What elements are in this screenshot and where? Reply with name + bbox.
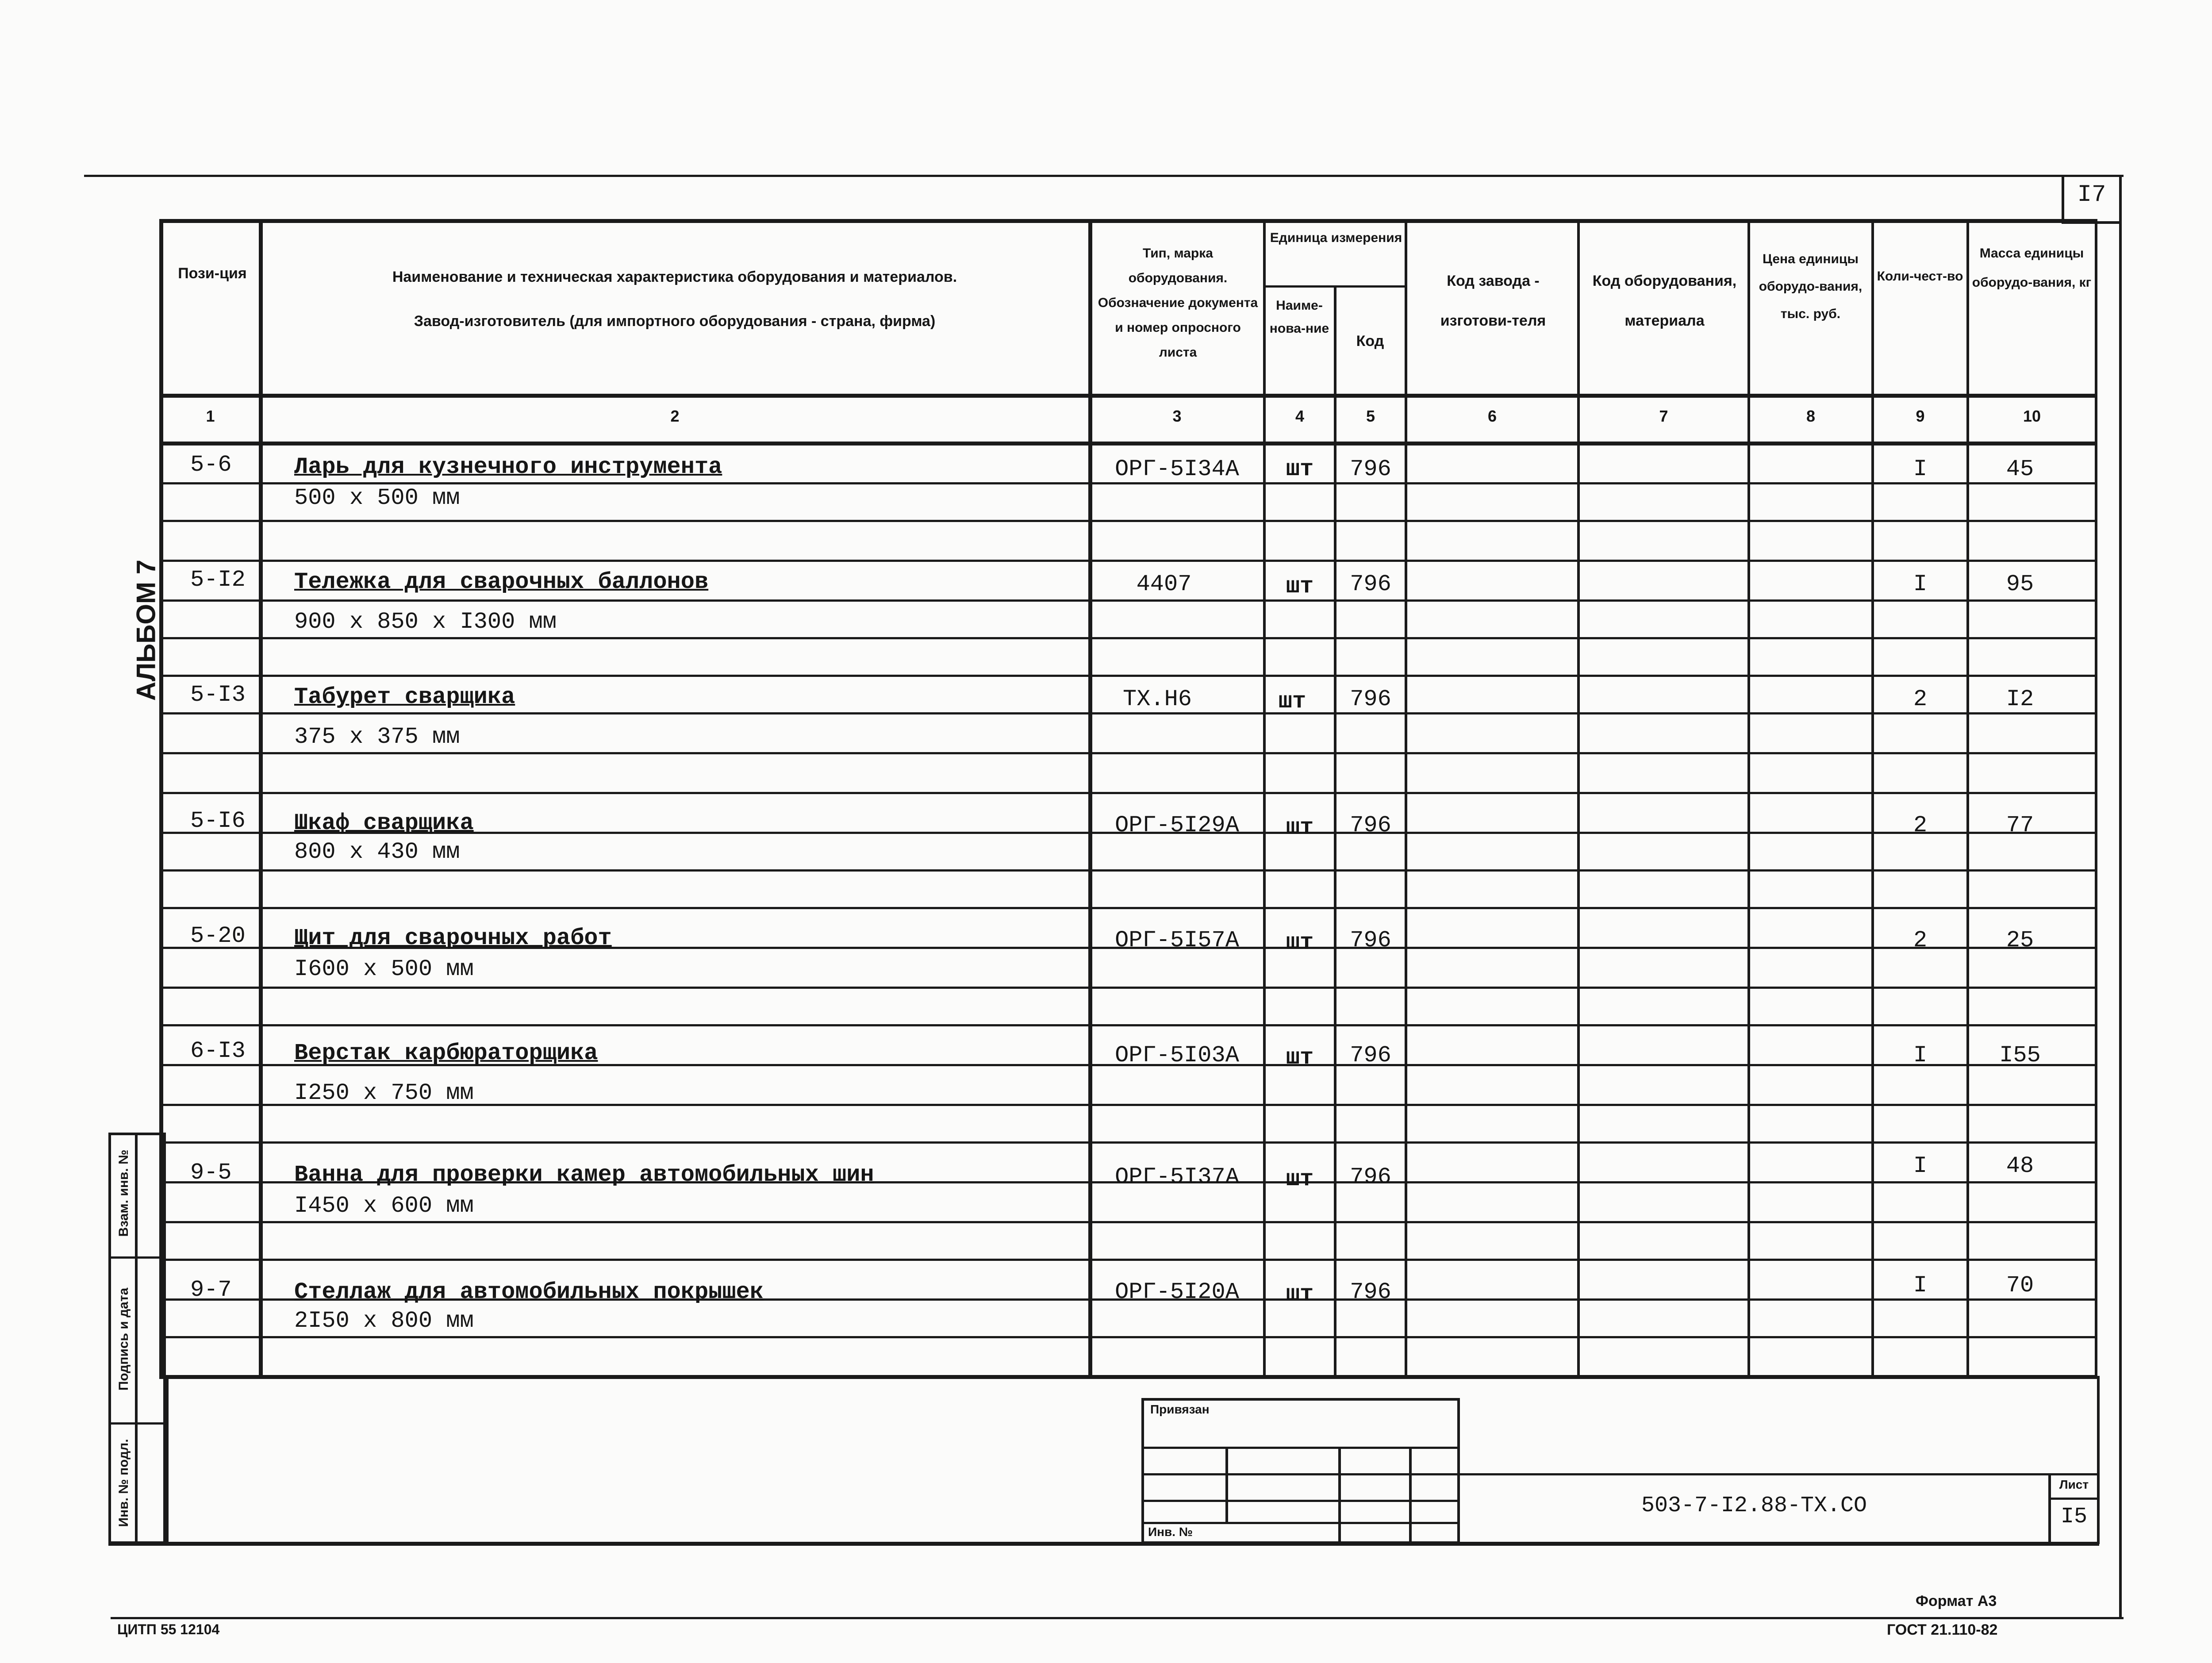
row-position: 5-I6	[190, 808, 246, 834]
header-name-line2: Завод-изготовитель (для импортного оборудования - страна, фирма)	[414, 313, 936, 330]
row-dimensions: I450 х 600 мм	[294, 1193, 474, 1219]
row-mass: I55	[1999, 1042, 2041, 1068]
grid-line	[159, 1259, 2097, 1261]
row-type: ОРГ-5I57А	[1115, 927, 1239, 953]
row-position: 5-I3	[190, 682, 246, 708]
row-position: 6-I3	[190, 1038, 246, 1064]
grid-line	[159, 1221, 2097, 1223]
document-code: 503-7-I2.88-ТХ.СО	[1641, 1493, 1867, 1518]
grid-line	[159, 1336, 2097, 1338]
row-name: Ванна для проверки камер автомобильных шин	[294, 1162, 874, 1188]
col-number: 9	[1916, 407, 1925, 425]
row-mass: 70	[2006, 1272, 2034, 1298]
row-dimensions: I600 х 500 мм	[294, 956, 474, 982]
row-unit: шт	[1286, 814, 1314, 841]
top-sheet-number: I7	[2077, 181, 2106, 208]
row-unit: шт	[1286, 573, 1314, 599]
margin-label-vzam: Взам. инв. №	[116, 1149, 131, 1237]
row-unit: шт	[1286, 1166, 1314, 1192]
col-line	[1871, 219, 1874, 1379]
row-mass: 25	[2006, 927, 2034, 953]
grid-line	[159, 637, 2097, 639]
row-unit: шт	[1278, 688, 1306, 714]
col-line	[1747, 219, 1750, 1379]
col-line	[259, 219, 263, 1379]
row-position: 9-5	[190, 1160, 232, 1186]
row-unit: шт	[1286, 456, 1314, 482]
title-block-line	[1338, 1447, 1341, 1544]
row-unit-code: 796	[1350, 1042, 1391, 1068]
row-position: 9-7	[190, 1277, 232, 1303]
row-quantity: I	[1913, 456, 1928, 482]
title-block-line	[1409, 1447, 1412, 1544]
row-unit-code: 796	[1350, 1164, 1391, 1190]
row-unit-code: 796	[1350, 812, 1391, 838]
table-bottom-line	[159, 1375, 2097, 1379]
printer-code: ЦИТП 55 12104	[117, 1621, 220, 1637]
margin-label-inv-podl: Инв. № подл.	[116, 1439, 131, 1527]
row-position: 5-I2	[190, 567, 246, 593]
title-block-inv-label: Инв. №	[1148, 1525, 1193, 1539]
row-dimensions: 375 х 375 мм	[294, 724, 460, 750]
row-type: ОРГ-5I34А	[1115, 456, 1239, 482]
sheet-box-line	[2048, 1498, 2097, 1500]
row-position: 5-6	[190, 452, 232, 478]
row-mass: 45	[2006, 456, 2034, 482]
title-block-line	[1141, 1500, 1460, 1502]
header-bottom-line	[159, 394, 2097, 398]
row-quantity: 2	[1913, 927, 1928, 953]
row-unit: шт	[1286, 929, 1314, 956]
row-mass: I2	[2006, 686, 2034, 712]
row-name: Верстак карбюраторщика	[294, 1040, 598, 1066]
row-type: 4407	[1136, 571, 1192, 597]
album-label: АЛЬБОМ 7	[131, 559, 161, 701]
col-number: 1	[206, 407, 215, 425]
grid-line	[159, 792, 2097, 794]
header-quantity: Коли-чест-во	[1877, 269, 1963, 284]
row-quantity: 2	[1913, 686, 1928, 712]
grid-line	[159, 907, 2097, 909]
col-number: 2	[670, 407, 680, 425]
row-mass: 48	[2006, 1153, 2034, 1179]
grid-line	[159, 869, 2097, 872]
row-type: ОРГ-5I03А	[1115, 1042, 1239, 1068]
title-block-line	[1141, 1473, 1460, 1475]
col-line	[1966, 219, 1969, 1379]
row-name: Стеллаж для автомобильных покрышек	[294, 1279, 764, 1305]
row-quantity: 2	[1913, 812, 1928, 838]
row-mass: 77	[2006, 812, 2034, 838]
header-unit-group: Единица измерения	[1270, 230, 1402, 245]
row-unit-code: 796	[1350, 571, 1391, 597]
row-type: ОРГ-5I37А	[1115, 1164, 1239, 1190]
margin-label-podpis: Подпись и дата	[116, 1287, 131, 1391]
grid-line	[159, 560, 2097, 562]
header-position: Пози-ция	[178, 265, 247, 282]
header-name-line1: Наименование и техническая характеристика оборудования и материалов.	[392, 269, 957, 285]
col-line	[2095, 219, 2097, 1379]
row-quantity: I	[1913, 1272, 1928, 1298]
header-equipment-code: Код оборудования, материала	[1592, 273, 1737, 329]
row-unit: шт	[1286, 1045, 1314, 1071]
col-line	[1263, 219, 1266, 1379]
column-number-line	[159, 442, 2097, 446]
title-block-bound-label: Привязан	[1150, 1402, 1210, 1416]
row-quantity: I	[1913, 1153, 1928, 1179]
row-dimensions: 800 х 430 мм	[294, 839, 460, 865]
row-name: Табурет сварщика	[294, 684, 515, 710]
grid-line	[159, 712, 2097, 714]
title-block-line	[1141, 1447, 1460, 1449]
row-name: Тележка для сварочных баллонов	[294, 569, 709, 595]
col-number: 3	[1172, 407, 1182, 425]
row-position: 5-20	[190, 923, 246, 949]
bottom-area-left-line	[166, 1376, 169, 1544]
right-frame-line	[2119, 175, 2122, 1617]
col-line	[1577, 219, 1580, 1379]
title-block-line	[1141, 1522, 1460, 1524]
format-label: Формат А3	[1916, 1593, 1997, 1609]
row-dimensions: I250 х 750 мм	[294, 1080, 474, 1106]
header-type: Тип, марка оборудования. Обозначение документа и номер опросного листа	[1098, 246, 1258, 360]
grid-line	[159, 675, 2097, 677]
title-block-line	[1225, 1447, 1228, 1522]
row-unit-code: 796	[1350, 686, 1391, 712]
row-dimensions: 500 х 500 мм	[294, 485, 460, 511]
col-number: 5	[1366, 407, 1375, 425]
sheet-label: Лист	[2059, 1478, 2089, 1491]
col-number: 6	[1487, 407, 1497, 425]
row-quantity: I	[1913, 1042, 1928, 1068]
grid-line	[159, 1141, 2097, 1144]
row-unit-code: 796	[1350, 927, 1391, 953]
row-type: ТХ.Н6	[1122, 686, 1192, 712]
bottom-frame-line	[111, 1617, 2124, 1619]
gost-standard: ГОСТ 21.110-82	[1887, 1621, 1998, 1638]
grid-line	[159, 482, 2097, 484]
col-number: 8	[1806, 407, 1816, 425]
row-dimensions: 900 х 850 х I300 мм	[294, 609, 557, 635]
col-line	[1088, 219, 1092, 1379]
row-name: Щит для сварочных работ	[294, 925, 612, 951]
bottom-area-right-line	[2097, 1376, 2100, 1544]
header-factory-code: Код завода - изготови-теля	[1440, 273, 1546, 329]
bottom-area-bottom-line	[108, 1542, 2099, 1546]
row-unit-code: 796	[1350, 1279, 1391, 1305]
grid-line	[159, 520, 2097, 522]
header-mass: Масса единицы оборудо-вания, кг	[1972, 246, 2092, 290]
header-price: Цена единицы оборудо-вания, тыс. руб.	[1759, 252, 1863, 321]
grid-line	[159, 752, 2097, 754]
doc-code-top-line	[1460, 1473, 2097, 1475]
row-quantity: I	[1913, 571, 1928, 597]
grid-line	[159, 987, 2097, 989]
col-number: 4	[1295, 407, 1305, 425]
row-unit-code: 796	[1350, 456, 1391, 482]
row-type: ОРГ-5I20А	[1115, 1279, 1239, 1305]
row-name: Ларь для кузнечного инструмента	[294, 454, 722, 480]
row-unit: шт	[1286, 1281, 1314, 1307]
col-line	[1405, 219, 1407, 1379]
row-type: ОРГ-5I29А	[1115, 812, 1239, 838]
header-unit-code: Код	[1356, 333, 1384, 349]
margin-stamp-divider	[135, 1133, 138, 1544]
grid-line	[159, 1024, 2097, 1026]
grid-line	[159, 599, 2097, 602]
row-name: Шкаф сварщика	[294, 810, 474, 836]
col-number: 7	[1659, 407, 1668, 425]
table-top-line	[159, 219, 2097, 223]
sheet-number: I5	[2060, 1504, 2087, 1529]
top-frame-line	[84, 175, 2124, 177]
col-number: 10	[2023, 407, 2041, 425]
row-mass: 95	[2006, 571, 2034, 597]
row-dimensions: 2I50 х 800 мм	[294, 1308, 474, 1334]
header-unit-name: Наиме-нова-ние	[1269, 298, 1329, 336]
